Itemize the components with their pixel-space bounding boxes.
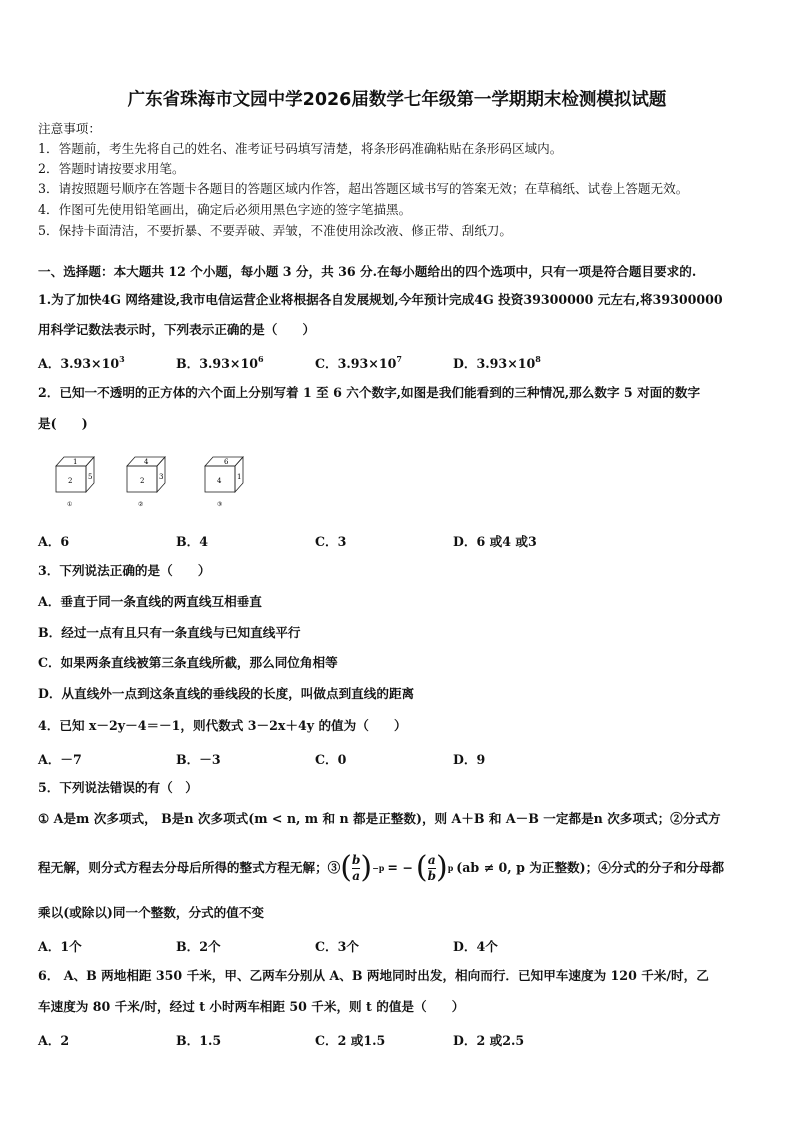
question-4-option-c: C．0	[315, 752, 347, 767]
notice-item: 4．作图可先使用铅笔画出，确定后必须用黑色字迹的签字笔描黑。	[38, 202, 412, 217]
question-5-line2: 程无解，则分式方程去分母后所得的整式方程无解；③ ( $\frac{b}{a}$ ) −p = − ( $\frac{a}{b}$ ) p (ab ≠ 0, p 为正整数)；④分式的分子和分母都	[38, 850, 725, 885]
cube-3-top: 6	[224, 458, 229, 466]
notice-item: 5．保持卡面清洁，不要折暴、不要弄破、弄皱，不准使用涂改液、修正带、刮纸刀。	[38, 223, 512, 238]
question-2-option-c: C．3	[315, 534, 347, 549]
question-5-line3: 乘以(或除以)同一个整数，分式的值不变	[38, 905, 265, 920]
question-2-option-b: B．4	[176, 534, 209, 549]
question-3-option-a: A．垂直于同一条直线的两直线互相垂直	[38, 594, 262, 609]
question-2-line2: 是( )	[38, 416, 88, 431]
cubes-figure	[50, 450, 250, 512]
question-6-option-b: B．1.5	[176, 1033, 222, 1048]
fraction-b-over-a: $\frac{b}{a}$	[351, 852, 361, 883]
question-6-line1: 6． A、B 两地相距 350 千米，甲、乙两车分别从 A、B 两地同时出发，相向而行．已知甲车速度为 120 千米/时，乙	[38, 968, 709, 983]
question-6-option-c: C．2 或1.5	[315, 1033, 386, 1048]
cube-2-side: 3	[159, 473, 164, 481]
page-title: 广东省珠海市文园中学2026届数学七年级第一学期期末检测模拟试题	[127, 90, 667, 110]
cube-3-side: 1	[237, 473, 242, 481]
cube-1-side: 5	[88, 473, 93, 481]
notice-heading: 注意事项：	[38, 121, 101, 136]
question-4-option-d: D．9	[453, 752, 486, 767]
question-1-option-a: A．$3.93\times 10^3$	[38, 354, 125, 371]
question-3-stem: 3．下列说法正确的是（ ）	[38, 563, 211, 578]
cube-2-front: 2	[140, 477, 145, 485]
question-4-stem: 4．已知 x－2y－4＝－1，则代数式 3－2x＋4y 的值为（ ）	[38, 718, 407, 733]
notice-item: 2．答题时请按要求用笔。	[38, 161, 185, 176]
question-6-line2: 车速度为 80 千米/时，经过 t 小时两车相距 50 千米，则 t 的值是（ ）	[38, 999, 465, 1014]
question-4-option-a: A．－7	[38, 752, 82, 767]
cube-3-caption: ③	[217, 501, 223, 508]
question-2-option-a: A．6	[38, 534, 70, 549]
notice-item: 1．答题前，考生先将自己的姓名、准考证号码填写清楚，将条形码准确粘贴在条形码区域内。	[38, 141, 563, 156]
question-1-option-d: D．$3.93\times 10^8$	[453, 354, 541, 371]
cube-1-caption: ①	[67, 501, 73, 508]
cube-3-front: 4	[217, 477, 222, 485]
question-6-option-d: D．2 或2.5	[453, 1033, 525, 1048]
question-3-option-c: C．如果两条直线被第三条直线所截，那么同位角相等	[38, 655, 338, 670]
notice-item: 3．请按照题号顺序在答题卡各题目的答题区域内作答，超出答题区域书写的答案无效；在草稿纸、试卷上答题无效。	[38, 181, 689, 196]
question-3-option-b: B．经过一点有且只有一条直线与已知直线平行	[38, 625, 301, 640]
question-1-option-c: C．$3.93\times 10^7$	[315, 354, 402, 371]
question-1-line1: 1.为了加快4G 网络建设,我市电信运营企业将根据各自发展规划,今年预计完成4G 投资39300000 元左右,将39300000	[38, 292, 723, 307]
question-6-option-a: A．2	[38, 1033, 70, 1048]
question-2-line1: 2．已知一不透明的正方体的六个面上分别写着 1 至 6 六个数字,如图是我们能看到的三种情况,那么数字 5 对面的数字	[38, 385, 701, 400]
question-5-option-d: D．4个	[453, 939, 498, 954]
question-5-option-a: A．1个	[38, 939, 82, 954]
cube-1-front: 2	[68, 477, 73, 485]
question-2-option-d: D．6 或4 或3	[453, 534, 537, 549]
cube-2-top: 4	[144, 458, 149, 466]
question-1-option-b: B．$3.93\times 10^6$	[176, 354, 264, 371]
cube-1-top: 1	[73, 458, 78, 466]
question-5-stem: 5．下列说法错误的有（ ）	[38, 780, 198, 795]
cube-2-caption: ②	[138, 501, 144, 508]
question-5-option-c: C．3个	[315, 939, 359, 954]
question-1-line2: 用科学记数法表示时，下列表示正确的是（ ）	[38, 322, 316, 337]
question-5-option-b: B．2个	[176, 939, 221, 954]
section-heading: 一、选择题：本大题共 12 个小题，每小题 3 分，共 36 分.在每小题给出的四个选项中，只有一项是符合题目要求的.	[38, 264, 697, 279]
question-5-line1: ① A是m 次多项式， B是n 次多项式(m < n, m 和 n 都是正整数)，则 A＋B 和 A－B 一定都是n 次多项式；②分式方	[38, 811, 721, 826]
question-4-option-b: B．－3	[176, 752, 221, 767]
question-3-option-d: D．从直线外一点到这条直线的垂线段的长度，叫做点到直线的距离	[38, 686, 415, 701]
fraction-a-over-b: $\frac{a}{b}$	[427, 852, 436, 883]
